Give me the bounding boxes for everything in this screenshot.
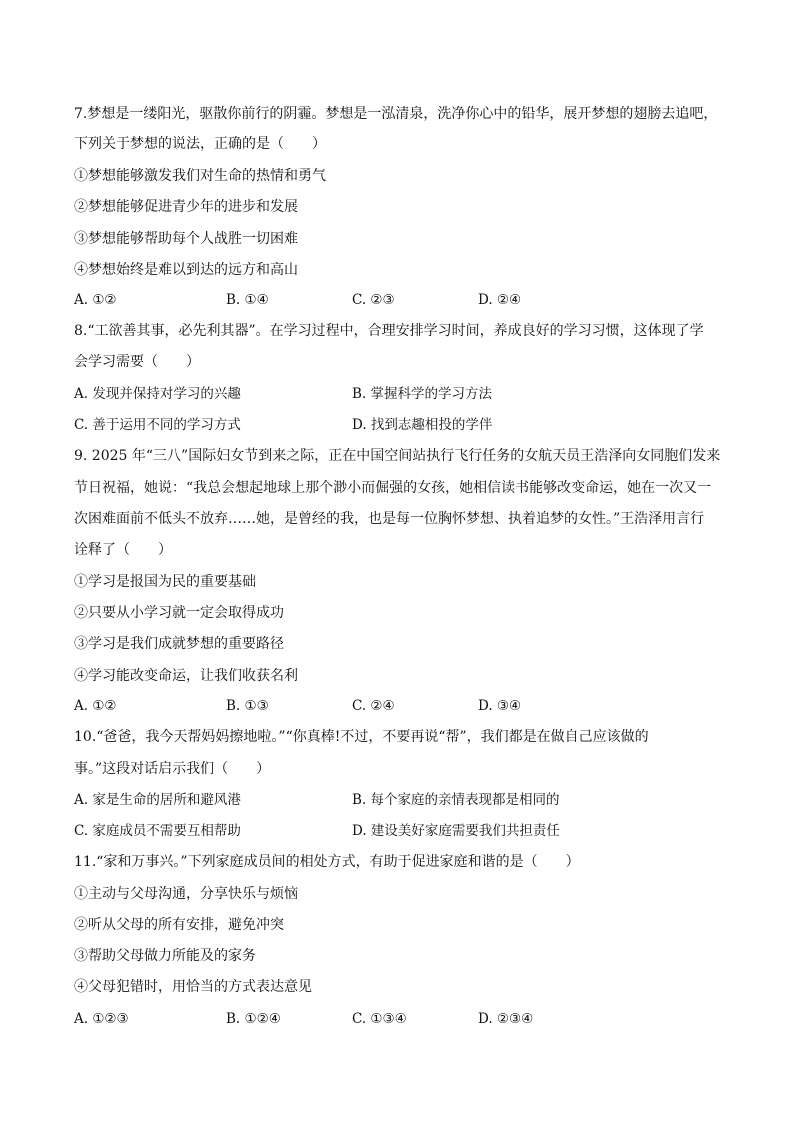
q11-option-a: A. ①②③ xyxy=(74,1011,129,1027)
q9-option-c: C. ②④ xyxy=(352,698,395,714)
q11-item-3: ③帮助父母做力所能及的家务 xyxy=(74,948,256,964)
q8-option-d: D. 找到志趣相投的学伴 xyxy=(352,417,493,433)
q9-stem-line-1: 9. 2025 年“三八”国际妇女节到来之际，正在中国空间站执行飞行任务的女航天员王浩泽向女同胞们发来 xyxy=(74,448,721,464)
q11-item-1: ①主动与父母沟通，分享快乐与烦恼 xyxy=(74,886,298,902)
q8-option-c: C. 善于运用不同的学习方式 xyxy=(74,417,241,433)
q10-option-c: C. 家庭成员不需要互相帮助 xyxy=(74,823,241,839)
q7-option-a: A. ①② xyxy=(74,292,117,308)
q10-option-a: A. 家是生命的居所和避风港 xyxy=(74,792,241,808)
q7-option-d: D. ②④ xyxy=(478,292,522,308)
q7-item-4: ④梦想始终是难以到达的远方和高山 xyxy=(74,262,298,278)
q8-stem-line-2: 会学习需要（ ） xyxy=(74,354,200,370)
q7-option-b: B. ①④ xyxy=(226,292,269,308)
q11-item-4: ④父母犯错时，用恰当的方式表达意见 xyxy=(74,979,312,995)
q7-option-c: C. ②③ xyxy=(352,292,395,308)
q11-option-d: D. ②③④ xyxy=(478,1011,534,1027)
q11-option-b: B. ①②④ xyxy=(226,1011,281,1027)
q7-item-2: ②梦想能够促进青少年的进步和发展 xyxy=(74,199,298,215)
q9-item-2: ②只要从小学习就一定会取得成功 xyxy=(74,605,284,621)
q8-option-b: B. 掌握科学的学习方法 xyxy=(352,386,493,402)
q9-stem-line-4: 诠释了（ ） xyxy=(74,542,172,558)
q7-item-3: ③梦想能够帮助每个人战胜一切困难 xyxy=(74,231,298,247)
q11-item-2: ②听从父母的所有安排，避免冲突 xyxy=(74,917,284,933)
q8-option-a: A. 发现并保持对学习的兴趣 xyxy=(74,386,241,402)
q10-stem-line-2: 事。”这段对话启示我们（ ） xyxy=(74,761,271,777)
q9-item-1: ①学习是报国为民的重要基础 xyxy=(74,574,256,590)
q9-item-4: ④学习能改变命运，让我们收获名利 xyxy=(74,668,298,684)
q10-stem-line-1: 10.“爸爸，我今天帮妈妈擦地啦。”“你真棒!不过，不要再说“帮”，我们都是在做自己应该做的 xyxy=(74,729,649,745)
q9-option-b: B. ①③ xyxy=(226,698,269,714)
q9-item-3: ③学习是我们成就梦想的重要路径 xyxy=(74,636,284,652)
q7-stem-line-2: 下列关于梦想的说法，正确的是（ ） xyxy=(74,136,326,152)
q10-option-b: B. 每个家庭的亲情表现都是相同的 xyxy=(352,792,560,808)
q11-stem-line-1: 11.“家和万事兴。”下列家庭成员间的相处方式，有助于促进家庭和谐的是（ ） xyxy=(74,854,580,870)
q9-stem-line-3: 次困难面前不低头不放弃……她，是曾经的我，也是每一位胸怀梦想、执着追梦的女性。”王浩泽用言行 xyxy=(74,511,705,527)
q9-stem-line-2: 节日祝福，她说：“我总会想起地球上那个渺小而倔强的女孩，她相信读书能够改变命运，她在一次又一 xyxy=(74,480,712,496)
q8-stem-line-1: 8.“工欲善其事，必先利其器”。在学习过程中，合理安排学习时间，养成良好的学习习惯，这体现了学 xyxy=(74,323,704,339)
q7-stem-line-1: 7.梦想是一缕阳光，驱散你前行的阴霾。梦想是一泓清泉，洗净你心中的铅华，展开梦想的翅膀去追吧， xyxy=(74,106,718,122)
q9-option-d: D. ③④ xyxy=(478,698,522,714)
q9-option-a: A. ①② xyxy=(74,698,117,714)
q11-option-c: C. ①③④ xyxy=(352,1011,407,1027)
q10-option-d: D. 建设美好家庭需要我们共担责任 xyxy=(352,823,560,839)
q7-item-1: ①梦想能够激发我们对生命的热情和勇气 xyxy=(74,168,326,184)
